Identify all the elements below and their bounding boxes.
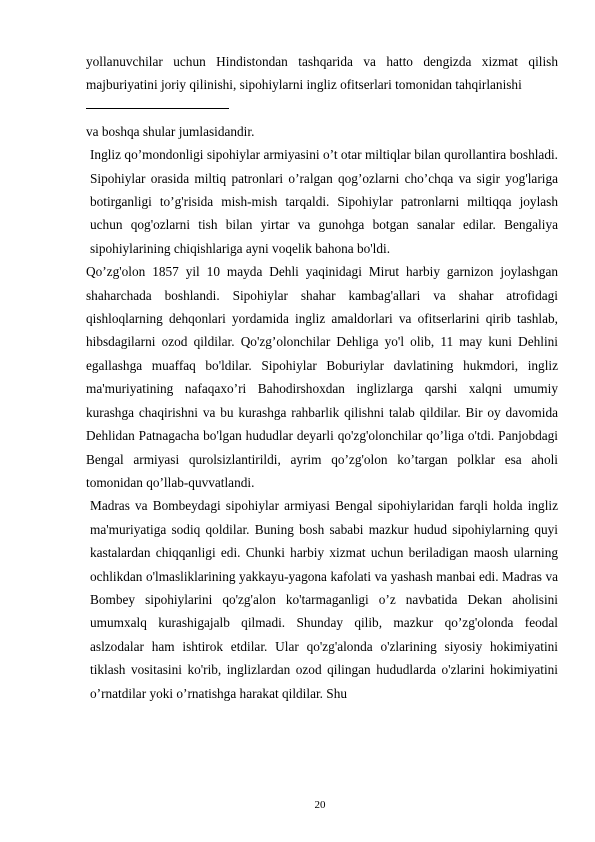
page-number: 20 [314,799,326,811]
paragraph-continuation: yollanuvchilar uchun Hindistondan tashqarida va hatto dengizda xizmat qilish majburiyatini joriy qilinishi, sipohiylarni ingliz ofitserlari tomonidan tahqirlanishi [86,54,558,93]
paragraph-footnote-tail: va boshqa shular jumlasidandir. [86,123,255,139]
document-page [86,50,558,705]
footnote-separator [86,108,229,109]
paragraph-madras-bombey: Madras va Bombeydagi sipohiylar armiyasi Bengal sipohiylaridan farqli holda ingliz ma'muriyatiga sodiq qoldilar. Buning bosh sababi mazkur hudud sipohiylarning quyi kastalardan chiqqanligi edi. Chunki harbiy xizmat uchun beriladigan maosh ularning ochlikdan o'lmasliklarining yakkayu-yagona kafolati va yashash manbai edi. Madras va Bombey sipohiylarini qo'zg'alon ko'tarmaganligi o’z navbatida Dekan aholisini umumxalq kurashigajalb qilmadi. Shunday qilib, mazkur qo’zg'olonda feodal aslzodalar ham ishtirok etdilar. Ular qo'zg'alonda o'zlarining siyosiy hokimiyatini tiklash vositasini ko'rib, inglizlardan ozod qilingan hududlarda o'zlarini hokimiyatini o’rnatdilar yoki o’rnatishga harakat qildilar. Shu [90,498,558,701]
paragraph-qozgolon-1857: Qo’zg'olon 1857 yil 10 mayda Dehli yaqinidagi Mirut harbiy garnizon joylashgan shaharchada boshlandi. Sipohiylar shahar kambag'allari va shahar atrofidagi qishloqlarning dehqonlari yordamida ingliz amaldorlari va ofitserlarini qirib tashlab, hibsdagilarni ozod qildilar. Qo'zg’olonchilar Dehliga yo'l olib, 11 may kuni Dehlini egallashga muaffaq bo'ldilar. Sipohiylar Boburiylar davlatining hukmdori, ingliz ma'muriyatining nafaqaxo’ri Bahodirshoxdan inglizlarga qarshi xalqni umumiy kurashga chaqirishni va bu kurashga rahbarlik qilishni talab qildilar. Bir oy davomida Dehlidan Patnagacha bo'lgan hududlar deyarli qo'zg'olonchilar qo’liga o'tdi. Panjobdagi Bengal armiyasi qurolsizlantirildi, ayrim qo’zg'olon ko’targan polklar esa aholi tomonidan qo’llab-quvvatlandi. [86,264,558,490]
paragraph-ingliz-qomondonligi: Ingliz qo’mondonligi sipohiylar armiyasini o’t otar miltiqlar bilan qurollantira boshladi. Sipohiylar orasida miltiq patronlari o’ralgan qog’ozlarni cho’chqa va sigir yog'lariga botirganligi to’g'risida mish-mish tarqaldi. Sipohiylar patronlarni miltiqqa joylash uchun qog'ozlarni tish bilan yirtar va gunohga botgan sanalar edilar. Bengaliya sipohiylarining chiqishlariga ayni voqelik bahona bo'ldi. [90,147,558,256]
